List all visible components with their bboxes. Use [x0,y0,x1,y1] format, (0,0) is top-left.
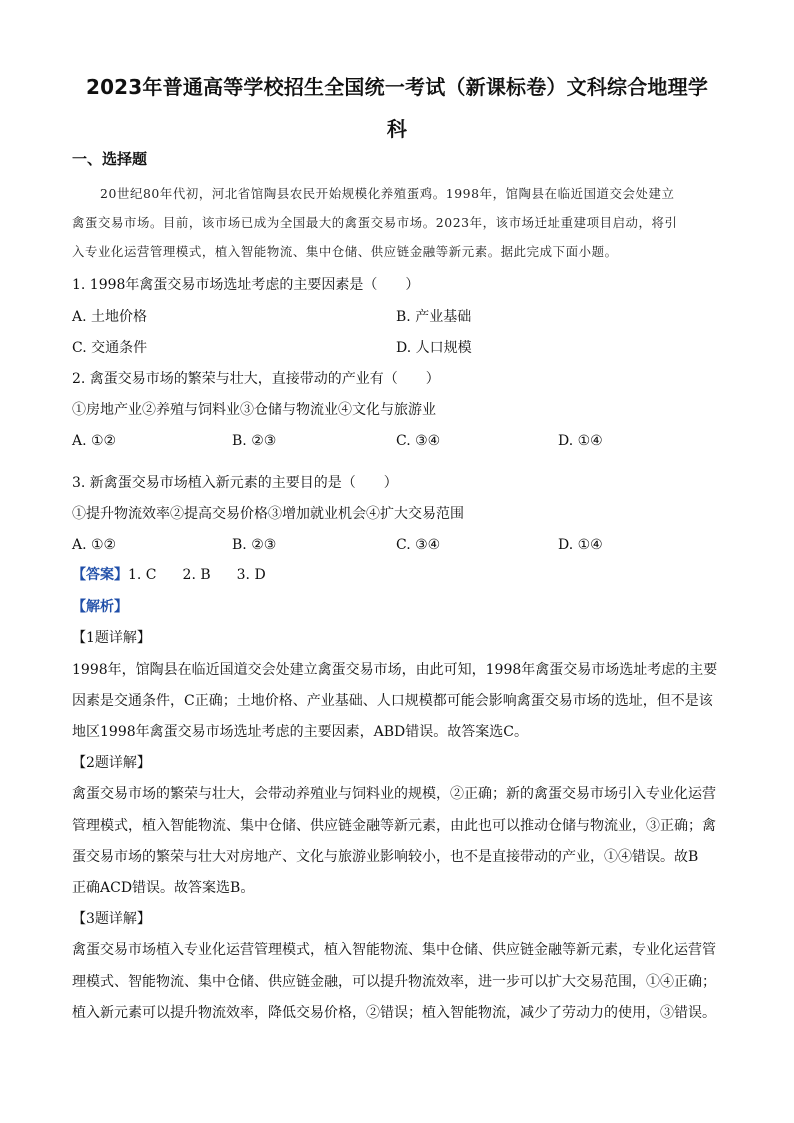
detail-1-line-3: 地区1998年禽蛋交易市场选址考虑的主要因素，ABD错误。故答案选C。 [72,724,528,740]
detail-2-heading: 【2题详解】 [72,755,151,771]
answer-row [72,566,266,584]
question-1-stem: 1. 1998年禽蛋交易市场选址考虑的主要因素是（ ） [72,277,420,293]
question-3-option-c: C. ③④ [396,537,441,553]
answer-1: 1. C [128,567,157,583]
question-2-stem: 2. 禽蛋交易市场的繁荣与壮大，直接带动的产业有（ ） [72,371,440,387]
title-line-2: 科 [386,117,408,141]
question-1-option-d: D. 人口规模 [396,340,472,356]
title-line-1: 2023年普通高等学校招生全国统一考试（新课标卷）文科综合地理学 [85,75,709,99]
document-title [40,66,754,150]
detail-2-line-3: 蛋交易市场的繁荣与壮大对房地产、文化与旅游业影响较小，也不是直接带动的产业，①④错误。故B [72,849,699,865]
question-2-option-c: C. ③④ [396,433,441,449]
detail-1-heading: 【1题详解】 [72,630,151,646]
detail-2-line-4: 正确ACD错误。故答案选B。 [72,880,255,896]
answer-2: 2. B [182,567,211,583]
detail-2-line-1: 禽蛋交易市场的繁荣与壮大，会带动养殖业与饲料业的规模，②正确；新的禽蛋交易市场引入专业化运营 [72,786,716,802]
detail-1-line-1: 1998年，馆陶县在临近国道交会处建立禽蛋交易市场，由此可知，1998年禽蛋交易市场选址考虑的主要 [72,662,718,678]
passage-line-1: 20世纪80年代初，河北省馆陶县农民开始规模化养殖蛋鸡。1998年，馆陶县在临近国道交会处建立 [100,186,675,201]
question-3-option-d: D. ①④ [558,537,603,553]
question-3-option-b: B. ②③ [232,537,277,553]
detail-3-line-3: 植入新元素可以提升物流效率，降低交易价格，②错误；植入智能物流，减少了劳动力的使用，③错误。 [72,1005,716,1021]
passage-line-2: 禽蛋交易市场。目前，该市场已成为全国最大的禽蛋交易市场。2023年，该市场迁址重建项目启动，将引 [72,215,678,230]
question-3-stem: 3. 新禽蛋交易市场植入新元素的主要目的是（ ） [72,475,398,491]
answer-tag: 【答案】 [72,567,128,583]
answer-3: 3. D [236,567,266,583]
passage-line-3: 入专业化运营管理模式，植入智能物流、集中仓储、供应链金融等新元素。据此完成下面小题。 [72,244,618,259]
detail-3-line-1: 禽蛋交易市场植入专业化运营管理模式，植入智能物流、集中仓储、供应链金融等新元素，专业化运营管 [72,942,716,958]
analysis-tag: 【解析】 [72,599,128,615]
question-3-items: ①提升物流效率②提高交易价格③增加就业机会④扩大交易范围 [72,506,464,522]
detail-2-line-2: 管理模式，植入智能物流、集中仓储、供应链金融等新元素，由此也可以推动仓储与物流业，③正确；禽 [72,818,716,834]
question-3-option-a: A. ①② [72,537,117,553]
question-1-option-a: A. 土地价格 [72,309,148,325]
question-1-option-c: C. 交通条件 [72,340,148,356]
question-2-option-a: A. ①② [72,433,117,449]
question-2-option-b: B. ②③ [232,433,277,449]
detail-1-line-2: 因素是交通条件，C正确；土地价格、产业基础、人口规模都可能会影响禽蛋交易市场的选址，但不是该 [72,693,713,709]
detail-3-line-2: 理模式、智能物流、集中仓储、供应链金融，可以提升物流效率，进一步可以扩大交易范围，①④正确； [72,974,716,990]
detail-3-heading: 【3题详解】 [72,911,151,927]
section-heading: 一、选择题 [72,150,148,168]
question-2-items: ①房地产业②养殖与饲料业③仓储与物流业④文化与旅游业 [72,402,436,418]
question-1-option-b: B. 产业基础 [396,309,472,325]
question-2-option-d: D. ①④ [558,433,603,449]
